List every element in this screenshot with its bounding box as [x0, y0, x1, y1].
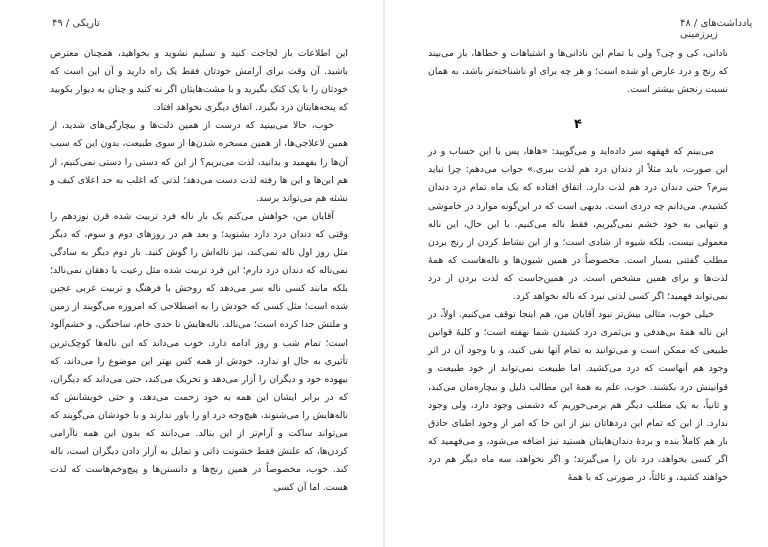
section-number: ۴ — [574, 117, 582, 133]
right-running-head: ۴۸ / یادداشت‌های زیرزمینی — [680, 18, 753, 40]
right-page — [384, 0, 768, 547]
right-paragraph-1: می‌بینم که قهقهه سر داده‌اید و می‌گویید: «ها‌ها، پس با این حساب و در این صورت، باید مثلاً از دندان درد هم لذت ببری.» جواب می‌دهم: چرا نباید ببرم؟ حتی دندان درد هم لذت دارد. اتفاق افتاده که یک ماه تمام درد دندان کشیدم. می‌دانم چه دردی است. بدیهی است که در این‌گونه موارد در خاموشی و تنهایی به خود خشم نمی‌گیریم، فقط ناله می‌کنیم. با این حال، این ناله معمولی نیست، بلکه شیوه از شادی است؛ و از این نشاط کردن از رنج بردن مطلب گفتنی بسیار است. مخصوصاً در همین شیون‌ها و ناله‌هاست که همهٔ لذت‌ها و برای همین مشخص است. در همین‌جاست که لذت بردن از درد نمی‌تواند فهمید؛ اگر کسی لذتی نبرد که ناله نخواهد کرد. — [428, 146, 728, 303]
right-paragraph-2: خیلی خوب، مثالی بیش‌تر نبود آقایان من، هم اینجا توقف می‌کنیم. اولاً، در این ناله همهٔ بی‌هدفی و بی‌ثمری درد کشیدن شما نهفته است؛ و کلیهٔ قوانین طبیعی که ممکن است و می‌توانید به تمام آنها نفی کنید، و با وجود آن در اثر وجود هم آنهاست که درد می‌کشید. اما طبیعت نمی‌تواند از خود طبیعت و قوانینش درد بکشند. خوب، علم به همهٔ این مطالب ذلیل و بیچاره‌مان می‌کند، و ثانیاً، به یک مطلب دیگر هم برمی‌خوریم که دشمنی وجود دارد، ولی وجود ندارد. از این که تمام این دردهاتان نیز از این جا که امر از وجود اطبای حاذق بار هم کاملاً بنده و بردهٔ دندان‌هایتان هستید نیز اضافه می‌شود، و می‌فهمید که اگر کسی بخواهد، درد تان را می‌گیرند؛ و اگر نخواهد، سه ماه دیگر هم درد خواهند کشید، و ثالثاً، در صورتی که با همهٔ — [428, 309, 728, 483]
left-paragraph-1: این اطلاعات باز لجاجت کنید و تسلیم نشوید و بخواهید، همچنان معترض باشید. آن وقت برای آرامش خودتان فقط یک راه دارید و آن این است که خودتان را با یک کتک بگیرید و با مشت‌هایتان اگر نه کنید و چنان به دیوار بکوبید که پنجه‌هایتان درد بگیرد. اتفاق دیگری نخواهد افتاد. — [50, 48, 348, 114]
right-page-header — [384, 18, 768, 40]
right-page-body — [428, 45, 728, 487]
left-page-header — [0, 18, 384, 32]
right-paragraph-intro: نادانی، کی و چی؟ ولی با تمام این نادانی‌ها و اشتباهات و خطاها، باز می‌بیند که رنج و درد عارض او شده است؛ و هر چه برای او ناشناخته‌تر باشد، به همان نسبت رنجش بیشتر است. — [428, 48, 728, 96]
left-paragraph-2: خوب، حالا می‌بینید که درست از همین ذلت‌ها و بیچارگی‌های شدید، از همین لاعلاجی‌ها، از همین مسخره شدن‌ها از سوی طبیعت، بدون این که سبب آن‌ها را بفهمید و بدانید، لذت می‌بریم؟ از این که دستی را دستی نمی‌کنیم، از هم این‌ها و این ها رفته لذت دست می‌دهد؛ لذتی که اغلب به حد اعلای کیف و نشئه هم می‌تواند برسد. — [50, 120, 348, 204]
left-page-body — [50, 45, 348, 497]
left-running-head: تاریکی / ۴۹ — [52, 18, 100, 29]
left-paragraph-3: آقایان من، خواهش می‌کنم یک بار ناله فرد تربیت شده قرن نوزدهم را وقتی که دندان درد دارد بشنوید؛ و بعد هم در روزهای دوم و سوم، که دیگر مثل روز اول ناله نمی‌کند، نیز ناله‌اش را گوش کنید. بار دوم دیگر به سادگی نمی‌ناله که دندان درد دارم؛ این فرد تربیت شده مثل رعیت یا دهقان نمی‌نالد؛ بلکه مانند کسی ناله سر می‌دهد که روحش با فرهنگ و تربیت غربی عجین شده است؛ مثل کسی که خودش را به اصطلاحی که امروزه می‌گویند از زمین و ملتش جدا کرده است؛ می‌نالد. ناله‌هایش تا حدی خام، ساختگی، و خشم‌آلود است؛ تمام شب و روز ادامه دارد. خوب می‌داند که این ناله‌ها کوچک‌ترین تأثیری به حال او ندارد. خودش از همه کس بهتر این موضوع را می‌داند، که بیهوده خود و دیگران را آزار می‌دهد و تحریک می‌کند، حتی می‌داند که دیگران، که در برابر ایشان این همه به خود زحمت می‌دهد، و حتی خویشانش که ناله‌هایش را می‌شنوند، هیچ‌وجه درد او را باور ندارند و با خودشان می‌گویند که می‌تواند ساکت و آرام‌تر از این بنالد. می‌دانند که بدون این همه ناآرامی کردن‌ها، که علتش فقط خشونت ذاتی و تمایل به آزار دادن دیگران است، ناله کند. خوب، مخصوصاً در همین رنج‌ها و دانستن‌ها و پیچ‌وخم‌هاست که لذت هست. اما آن کسی — [50, 210, 348, 494]
